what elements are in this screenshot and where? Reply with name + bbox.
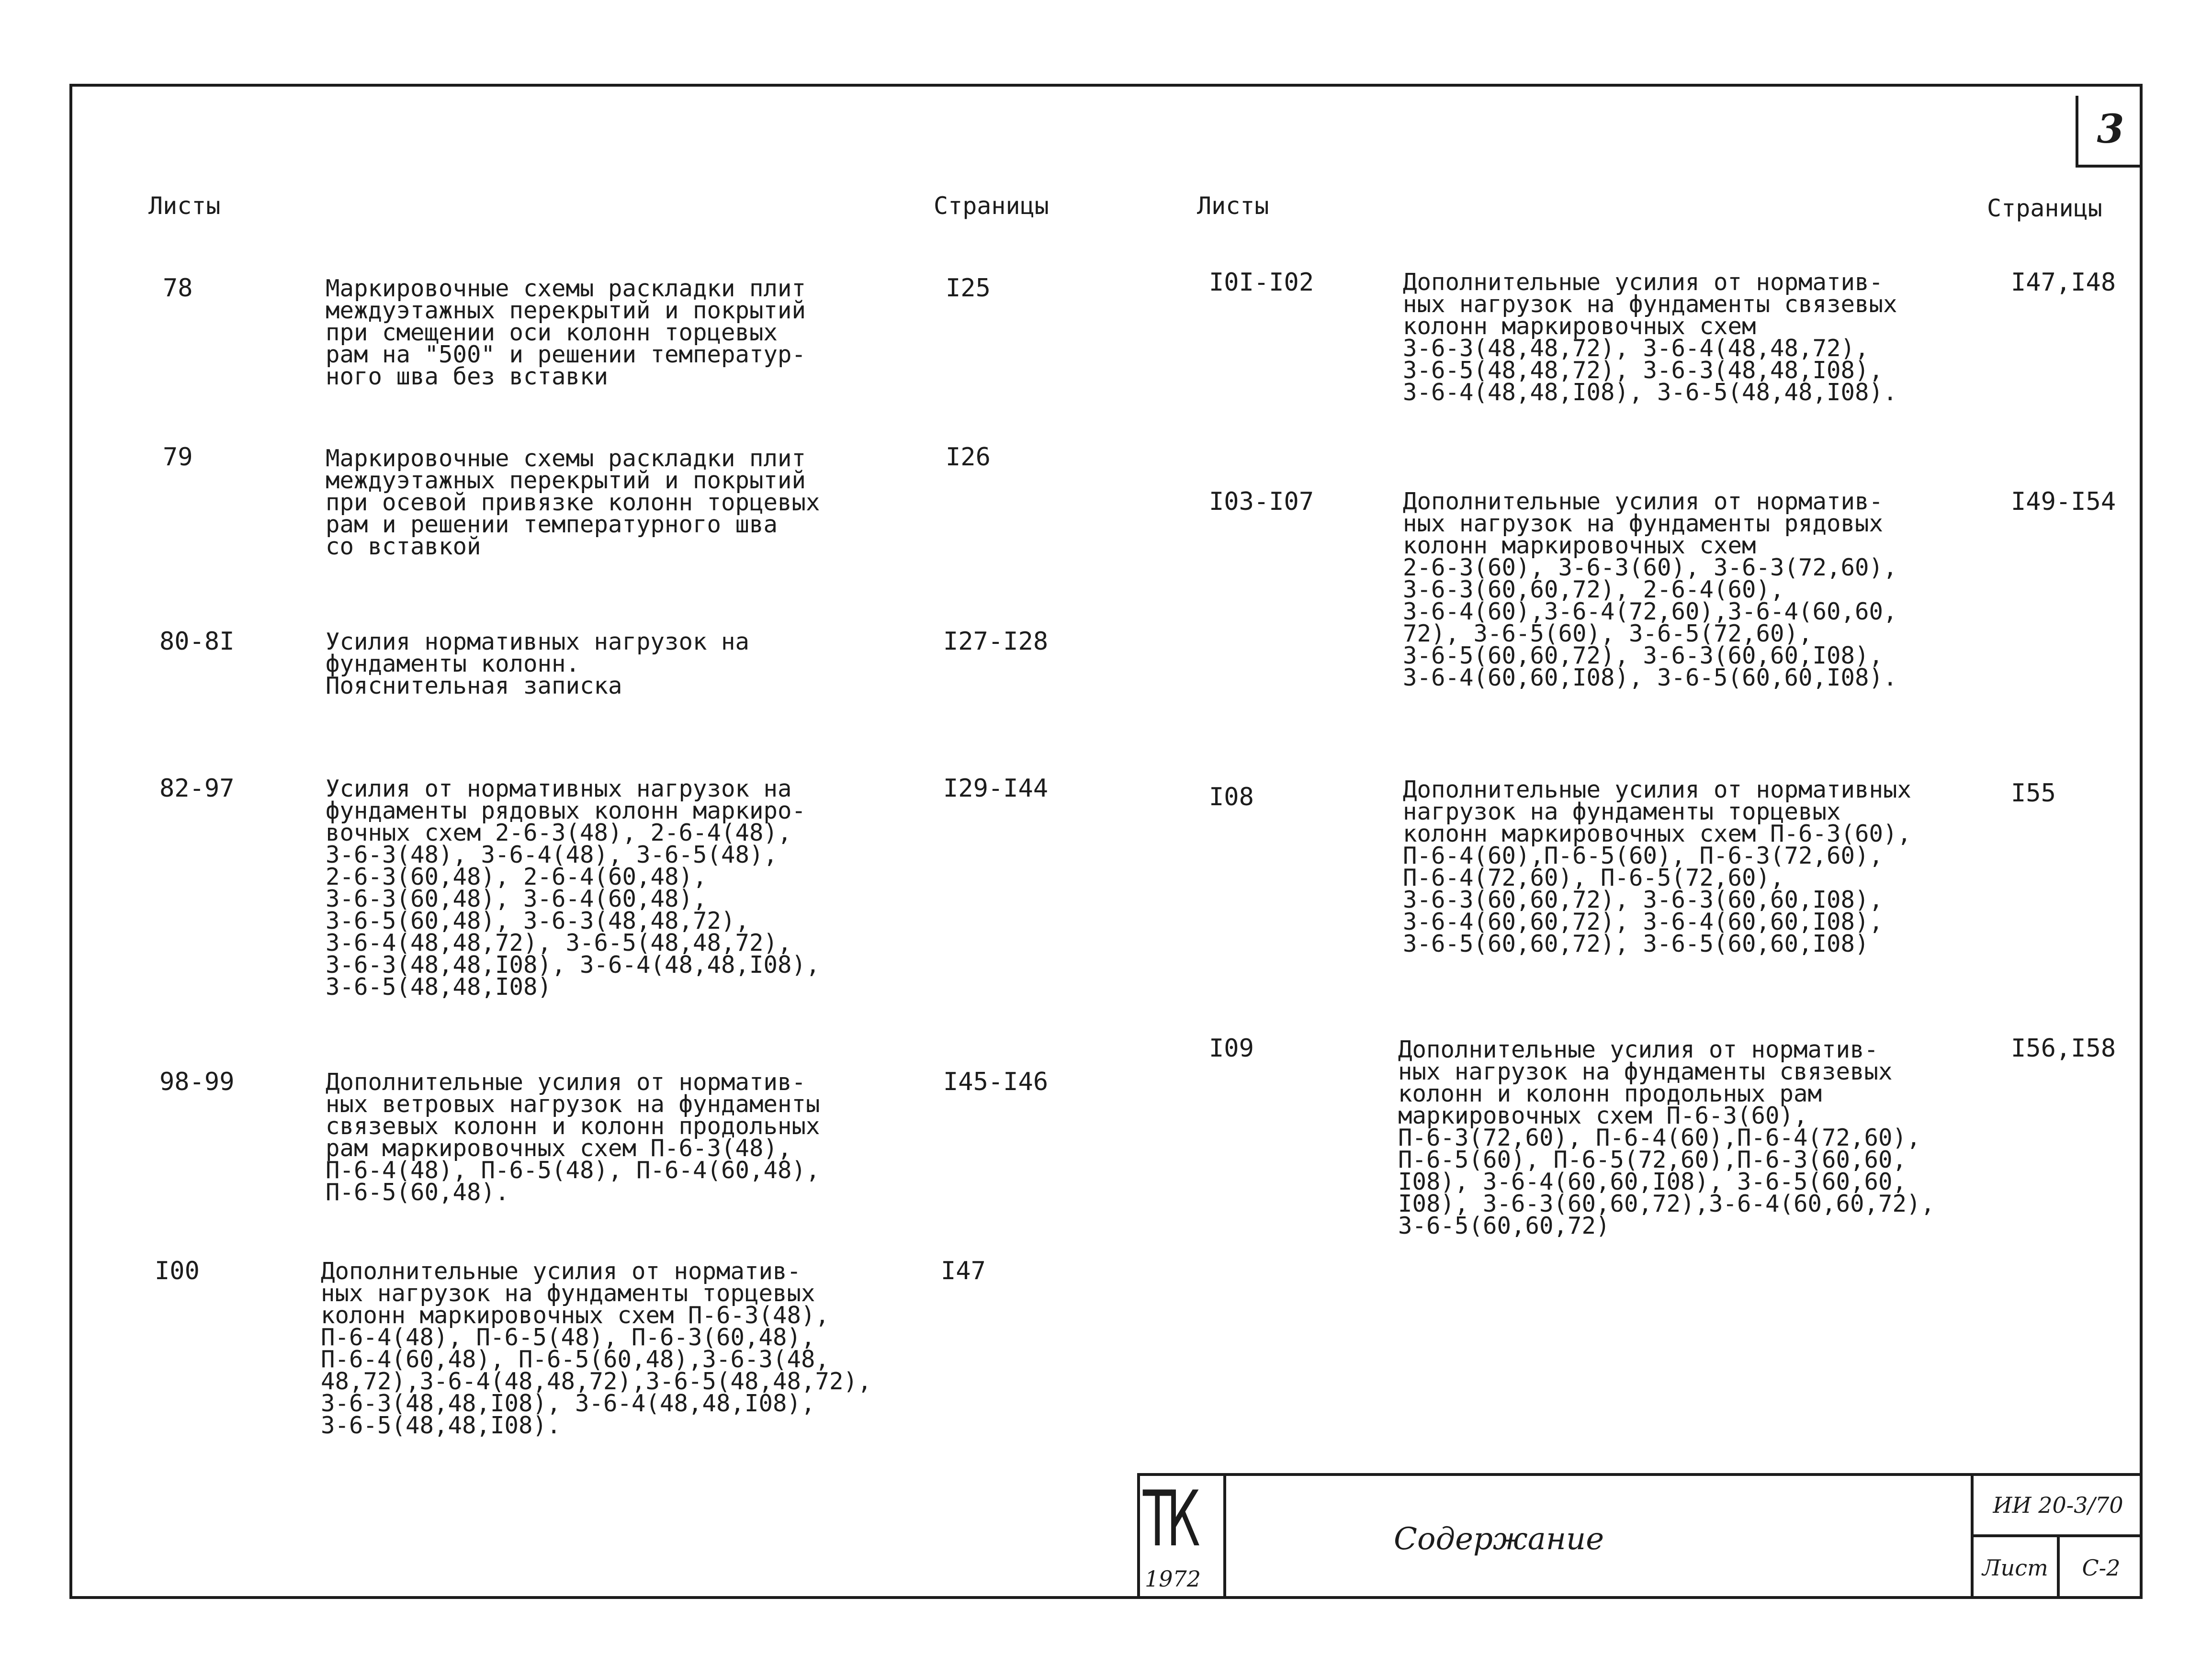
entry-pages: I47: [941, 1257, 986, 1285]
entry-pages: I49-I54: [2011, 487, 2116, 516]
document-code: ИИ 20-3/70: [1974, 1476, 2143, 1537]
entry-description: Дополнительные усилия от норматив- ных нагрузок на фундаменты торцевых колонн маркировочных схем П-6-3(48), П-6-4(48), П-6-5(48), П-6-3(60,48), П-6-4(60,48), П-6-5(60,48),3-6-3(48, 48,72),3-6-4(48,48,72),3-6-5(48,48,72), 3-6-3(48,48,I08), 3-6-4(48,48,I08), 3-6-5(48,48,I08).: [321, 1258, 872, 1439]
stamp-year: 1972: [1145, 1566, 1201, 1592]
entry-pages: I56,I58: [2011, 1034, 2116, 1063]
entry-pages: I29-I44: [943, 774, 1049, 803]
header-right-pages: Страницы: [1987, 194, 2102, 222]
entry-pages: I47,I48: [2011, 268, 2116, 297]
entry-sheets: 78: [163, 274, 193, 303]
entry-sheets: I03-I07: [1209, 487, 1314, 516]
entry-pages: I26: [946, 443, 991, 472]
entry-pages: I25: [946, 274, 991, 303]
entry-sheets: 98-99: [159, 1068, 235, 1096]
code-cell: [1971, 1476, 2143, 1599]
entry-sheets: I00: [155, 1257, 200, 1285]
title-block: [1137, 1473, 2143, 1599]
entry-description: Усилия от нормативных нагрузок на фундаменты рядовых колонн маркиро- вочных схем 2-6-3(48), 2-6-4(48), 3-6-3(48), 3-6-4(48), 3-6-5(48), 2-6-3(60,48), 2-6-4(60,48), 3-6-3(60,48), 3-6-4(60,48), 3-6-5(60,48), 3-6-3(48,48,72), 3-6-4(48,48,72), 3-6-5(48,48,72), 3-6-3(48,48,I08), 3-6-4(48,48,I08), 3-6-5(48,48,I08): [326, 775, 820, 1001]
header-right-sheets: Листы: [1197, 192, 1269, 220]
tk-logo: ТК: [1143, 1474, 1195, 1564]
entry-sheets: I09: [1209, 1034, 1254, 1063]
entry-sheets: 79: [163, 443, 193, 472]
header-left-pages: Страницы: [934, 192, 1049, 220]
entry-pages: I55: [2011, 779, 2056, 808]
entry-pages: I27-I28: [943, 627, 1049, 656]
entry-pages: I45-I46: [943, 1068, 1049, 1096]
entry-description: Маркировочные схемы раскладки плит междуэтажных перекрытий и покрытий при смещении оси колонн торцевых рам на "500" и решении температур- ного шва без вставки: [326, 275, 806, 390]
tk-logo-cell: [1140, 1476, 1226, 1599]
header-left-sheets: Листы: [148, 192, 221, 220]
entry-sheets: 82-97: [159, 774, 235, 803]
entry-description: Маркировочные схемы раскладки плит междуэтажных перекрытий и покрытий при осевой привязке колонн торцевых рам и решении температурного шва со вставкой: [326, 445, 820, 560]
entry-description: Дополнительные усилия от норматив- ных ветровых нагрузок на фундаменты связевых колонн и колонн продольных рам маркировочных схем П-6-3(48), П-6-4(48), П-6-5(48), П-6-4(60,48), П-6-5(60,48).: [326, 1069, 820, 1206]
entry-description: Дополнительные усилия от норматив- ных нагрузок на фундаменты рядовых колонн маркировочных схем 2-6-3(60), 3-6-3(60), 3-6-3(72,60), 3-6-3(60,60,72), 2-6-4(60), 3-6-4(60),3-6-4(72,60),3-6-4(60,60, 72), 3-6-5(60), 3-6-5(72,60), 3-6-5(60,60,72), 3-6-3(60,60,I08), 3-6-4(60,60,I08), 3-6-5(60,60,I08).: [1403, 488, 1897, 691]
entry-description: Дополнительные усилия от норматив- ных нагрузок на фундаменты связевых колонн и колонн продольных рам маркировочных схем П-6-3(60), П-6-3(72,60), П-6-4(60),П-6-4(72,60), П-6-5(60), П-6-5(72,60),П-6-3(60,60, I08), 3-6-4(60,60,I08), 3-6-5(60,60, I08), 3-6-3(60,60,72),3-6-4(60,60,72), 3-6-5(60,60,72): [1398, 1036, 1935, 1239]
entry-description: Усилия нормативных нагрузок на фундаменты колонн. Пояснительная записка: [326, 628, 750, 699]
entry-sheets: 80-8I: [159, 627, 235, 656]
entry-description: Дополнительные усилия от норматив- ных нагрузок на фундаменты связевых колонн маркировочных схем 3-6-3(48,48,72), 3-6-4(48,48,72), 3-6-5(48,48,72), 3-6-3(48,48,I08), 3-6-4(48,48,I08), 3-6-5(48,48,I08).: [1403, 269, 1897, 406]
sheet-value: С-2: [2082, 1555, 2121, 1581]
document-title: Содержание: [1394, 1521, 1604, 1557]
entry-description: Дополнительные усилия от нормативных нагрузок на фундаменты торцевых колонн маркировочных схем П-6-3(60), П-6-4(60),П-6-5(60), П-6-3(72,60), П-6-4(72,60), П-6-5(72,60), 3-6-3(60,60,72), 3-6-3(60,60,I08), 3-6-4(60,60,72), 3-6-4(60,60,I08), 3-6-5(60,60,72), 3-6-5(60,60,I08): [1403, 776, 1912, 957]
sheet-label: Лист: [1974, 1537, 2060, 1599]
sheet-number-box: 3: [2076, 96, 2143, 168]
entry-sheets: I0I-I02: [1209, 268, 1314, 297]
entry-sheets: I08: [1209, 783, 1254, 811]
